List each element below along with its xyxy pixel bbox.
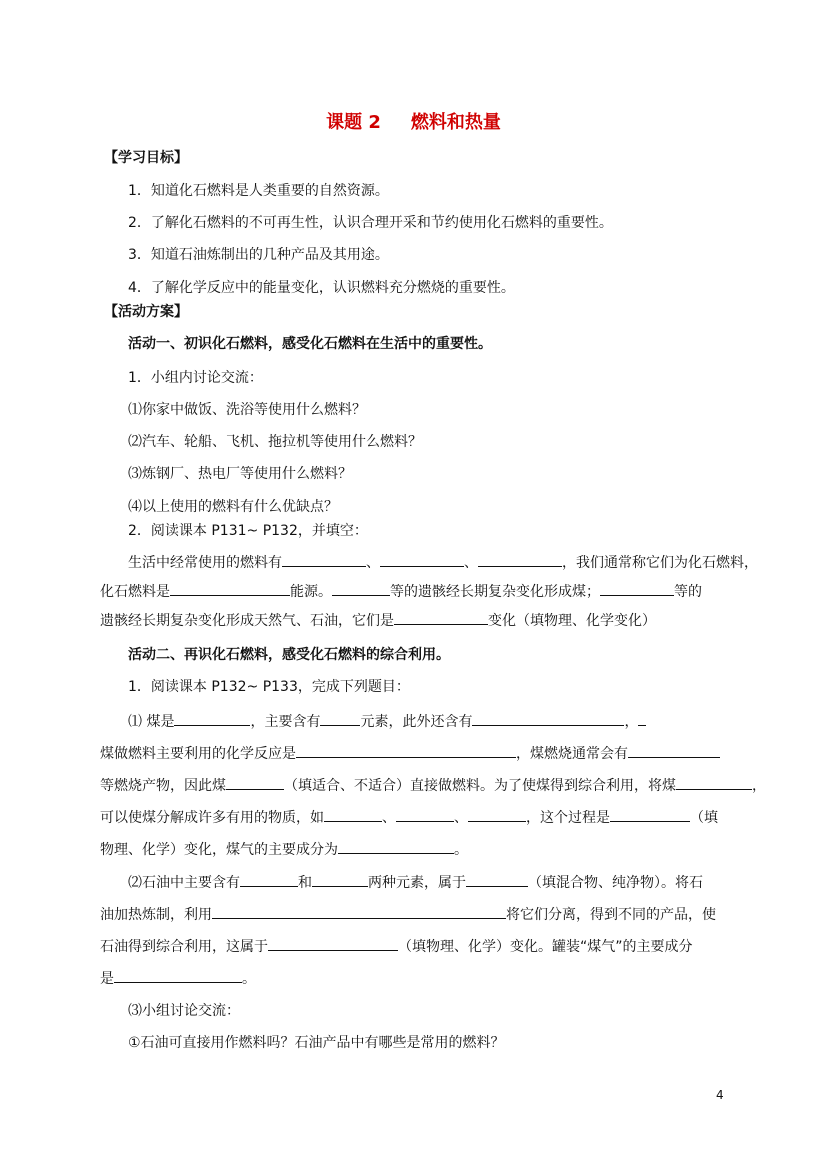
- goal-item: 3．知道石油炼制出的几种产品及其用途。: [128, 247, 389, 263]
- activity1-title: 活动一、初识化石燃料，感受化石燃料在生活中的重要性。: [128, 336, 492, 352]
- title-lesson-name: 燃料和热量: [410, 112, 501, 133]
- section-heading-learning-goals: 【学习目标】: [104, 150, 188, 166]
- answer-blank[interactable]: [610, 806, 690, 822]
- discussion-item: ⑵汽车、轮船、飞机、拖拉机等使用什么燃料？: [128, 434, 422, 450]
- discussion-heading: ⑶小组讨论交流：: [128, 1003, 240, 1019]
- answer-blank[interactable]: [478, 551, 562, 567]
- answer-blank[interactable]: [332, 580, 390, 596]
- answer-blank[interactable]: [628, 742, 720, 758]
- answer-blank[interactable]: [638, 710, 646, 726]
- coal-line-1: ⑴ 煤是 ，主要含有 元素，此外还含有 ，: [128, 710, 646, 732]
- oil-line-2: 油加热炼制，利用 将它们分离，得到不同的产品，使: [100, 903, 716, 925]
- answer-blank[interactable]: [394, 609, 488, 625]
- discussion-item: ⑶炼钢厂、热电厂等使用什么燃料？: [128, 466, 352, 482]
- answer-blank[interactable]: [296, 742, 516, 758]
- title-lesson-number: 课题 2: [326, 112, 381, 133]
- answer-blank[interactable]: [320, 710, 360, 726]
- oil-line-1: ⑵石油中主要含有 和 两种元素，属于 （填混合物、纯净物）。将石: [128, 871, 703, 893]
- oil-line-3: 石油得到综合利用，这属于 （填物理、化学）变化。罐装“煤气”的主要成分: [100, 935, 693, 957]
- answer-blank[interactable]: [396, 806, 454, 822]
- answer-blank[interactable]: [282, 551, 366, 567]
- answer-blank[interactable]: [240, 871, 298, 887]
- goal-item: 4．了解化学反应中的能量变化，认识燃料充分燃烧的重要性。: [128, 280, 515, 296]
- coal-line-3: 等燃烧产物，因此煤 （填适合、不适合）直接做燃料。为了使煤得到综合利用，将煤 ，: [100, 774, 766, 796]
- answer-blank[interactable]: [466, 871, 528, 887]
- goal-item: 2．了解化石燃料的不可再生性，认识合理开采和节约使用化石燃料的重要性。: [128, 215, 613, 231]
- discussion-question: ①石油可直接用作燃料吗？石油产品中有哪些是常用的燃料？: [128, 1035, 505, 1051]
- coal-line-4: 可以使煤分解成许多有用的物质，如 、 、 ，这个过程是 （填: [100, 806, 718, 828]
- coal-line-5: 物理、化学）变化，煤气的主要成分为 。: [100, 838, 468, 860]
- answer-blank[interactable]: [312, 871, 368, 887]
- answer-blank[interactable]: [268, 935, 398, 951]
- activity2-title: 活动二、再识化石燃料，感受化石燃料的综合利用。: [128, 647, 450, 663]
- answer-blank[interactable]: [338, 838, 454, 854]
- activity1-question-2: 2．阅读课本 P131~ P132，并填空：: [128, 523, 368, 539]
- coal-line-2: 煤做燃料主要利用的化学反应是 ，煤燃烧通常会有: [100, 742, 720, 764]
- answer-blank[interactable]: [472, 710, 624, 726]
- answer-blank[interactable]: [170, 580, 290, 596]
- discussion-item: ⑴你家中做饭、洗浴等使用什么燃料？: [128, 402, 366, 418]
- page-number: 4: [716, 1088, 724, 1102]
- answer-blank[interactable]: [380, 551, 464, 567]
- answer-blank[interactable]: [212, 903, 506, 919]
- activity1-question-1: 1．小组内讨论交流：: [128, 370, 263, 386]
- fill-line-energy: 化石燃料是 能源。 等的遗骸经长期复杂变化形成煤； 等的: [100, 580, 702, 602]
- answer-blank[interactable]: [226, 774, 284, 790]
- answer-blank[interactable]: [468, 806, 526, 822]
- fill-line-change: 遗骸经长期复杂变化形成天然气、石油，它们是 变化（填物理、化学变化）: [100, 609, 656, 631]
- answer-blank[interactable]: [174, 710, 250, 726]
- oil-line-4: 是 。: [100, 967, 256, 989]
- discussion-item: ⑷以上使用的燃料有什么优缺点？: [128, 499, 338, 515]
- answer-blank[interactable]: [600, 580, 674, 596]
- answer-blank[interactable]: [114, 967, 242, 983]
- page-title: [0, 108, 827, 134]
- answer-blank[interactable]: [324, 806, 382, 822]
- activity2-question-1: 1．阅读课本 P132~ P133，完成下列题目：: [128, 679, 410, 695]
- goal-item: 1．知道化石燃料是人类重要的自然资源。: [128, 183, 389, 199]
- answer-blank[interactable]: [676, 774, 752, 790]
- fill-line-fuels: 生活中经常使用的燃料有 、 、 ，我们通常称它们为化石燃料，: [128, 551, 758, 573]
- section-heading-activity-plan: 【活动方案】: [104, 304, 188, 320]
